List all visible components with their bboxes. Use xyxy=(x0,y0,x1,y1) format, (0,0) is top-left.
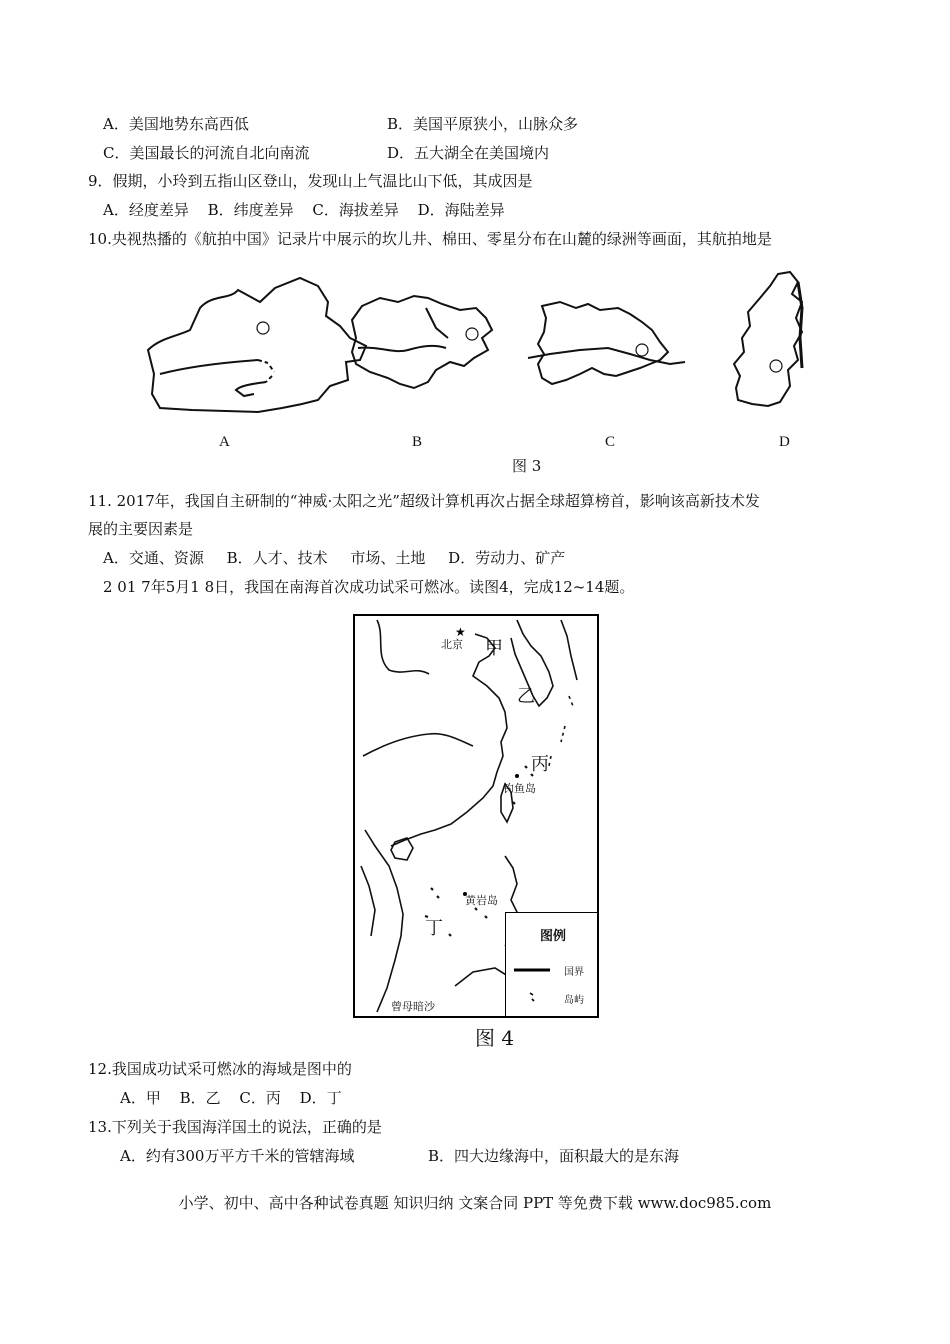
q13-option-b: B．四大边缘海中，面积最大的是东海 xyxy=(428,1147,680,1165)
province-label-d: D xyxy=(779,434,790,450)
province-label-b: B xyxy=(412,434,423,450)
q12-options: A．甲 B．乙 C．丙 D．丁 xyxy=(120,1089,342,1107)
legend-island-label: 岛屿 xyxy=(564,995,584,1006)
q8-option-c: C．美国最长的河流自北向南流 xyxy=(103,144,310,162)
province-shape-b xyxy=(352,296,492,388)
legend-title: 图例 xyxy=(540,929,567,944)
province-shape-d xyxy=(734,272,802,406)
legend-border-label: 国界 xyxy=(564,967,584,978)
q9-stem: 9．假期，小玲到五指山区登山，发现山上气温比山下低，其成因是 xyxy=(88,172,533,190)
map-label-yi: 乙 xyxy=(517,686,535,707)
map-label-zengmu: 曾母暗沙 xyxy=(391,1000,435,1013)
south-china-sea-map xyxy=(353,614,599,1018)
q11-options: A．交通、资源 B．人才、技术 市场、土地 D．劳动力、矿产 xyxy=(103,549,566,567)
q13-stem: 13.下列关于我国海洋国土的说法，正确的是 xyxy=(88,1118,382,1136)
map-label-diaoyu: 钓鱼岛 xyxy=(503,782,536,795)
q13-option-a: A．约有300万平方千米的管辖海域 xyxy=(120,1147,355,1165)
map-legend xyxy=(505,912,599,1018)
province-shape-a xyxy=(148,278,366,412)
q11-stem-line1: 11. 2017年，我国自主研制的“神威·太阳之光”超级计算机再次占据全球超算榜首，影响该高新技术发 xyxy=(88,492,760,510)
q8-option-a: A．美国地势东高西低 xyxy=(103,115,249,133)
q11-stem-line2: 展的主要因素是 xyxy=(88,520,194,538)
province-label-c: C xyxy=(605,434,616,450)
map-label-jia: 甲 xyxy=(485,638,503,659)
svg-text:★: ★ xyxy=(455,625,466,639)
map-label-huangyan: 黄岩岛 xyxy=(465,894,498,907)
province-outline-figure xyxy=(130,268,830,418)
map-label-ding: 丁 xyxy=(425,918,443,939)
province-shape-c xyxy=(528,302,685,384)
figure-4-caption: 图 4 xyxy=(475,1026,515,1050)
q8-option-b: B．美国平原狭小，山脉众多 xyxy=(387,115,579,133)
section-intro: 2 01 7年5月1 8日，我国在南海首次成功试采可燃冰。读图4，完成12~14题。 xyxy=(103,578,635,596)
map-label-beijing: 北京 xyxy=(441,638,463,651)
province-label-a: A xyxy=(219,434,230,450)
map-label-bing: 丙 xyxy=(531,754,549,775)
legend-symbols xyxy=(506,913,598,1018)
figure-3-caption: 图 3 xyxy=(512,457,542,475)
page-footer: 小学、初中、高中各种试卷真题 知识归纳 文案合同 PPT 等免费下载 www.doc985.com xyxy=(178,1194,772,1212)
q9-options: A．经度差异 B．纬度差异 C．海拔差异 D．海陆差异 xyxy=(103,201,505,219)
q12-stem: 12.我国成功试采可燃冰的海域是图中的 xyxy=(88,1060,352,1078)
q10-stem: 10.央视热播的《航拍中国》记录片中展示的坎儿井、棉田、零星分布在山麓的绿洲等画面，其航拍地是 xyxy=(88,230,772,248)
q8-option-d: D．五大湖全在美国境内 xyxy=(387,144,550,162)
